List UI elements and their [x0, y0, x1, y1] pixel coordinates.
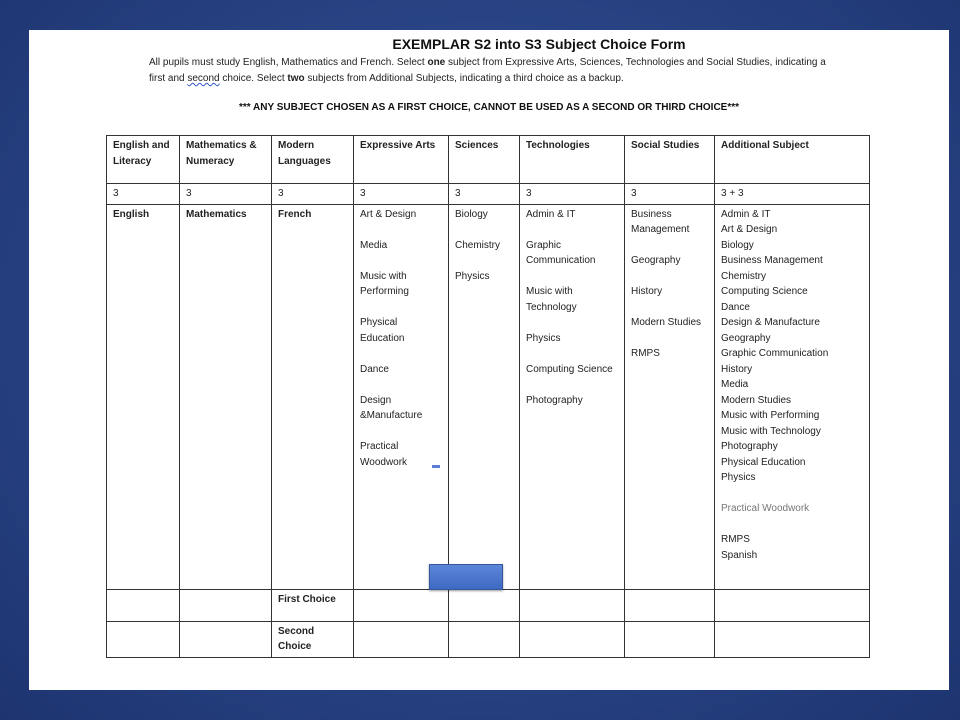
count-row	[107, 184, 870, 205]
second-choice-cell[interactable]	[107, 621, 180, 657]
subject-item: Design & Manufacture	[721, 317, 820, 328]
form-page	[29, 30, 949, 690]
first-choice-technologies[interactable]	[520, 589, 625, 621]
subjects-expressive	[354, 204, 449, 589]
subject-item: Admin & IT	[526, 208, 576, 220]
subject-item: Media	[360, 239, 388, 251]
subject-item: Art & Design	[721, 224, 778, 235]
subject-item: Music with Performing	[721, 410, 820, 421]
first-choice-cell[interactable]	[180, 589, 272, 621]
subject-item: Geography	[721, 332, 771, 344]
subject-item: Dance	[360, 363, 389, 375]
first-choice-sciences[interactable]	[449, 589, 520, 621]
editing-artifact	[432, 465, 440, 468]
second-choice-technologies[interactable]	[520, 621, 625, 657]
second-choice-additional[interactable]	[715, 621, 870, 657]
second-choice-cell[interactable]	[180, 621, 272, 657]
second-choice-label: Second Choice	[272, 621, 354, 657]
count-languages: 3	[272, 184, 354, 205]
second-choice-social[interactable]	[625, 621, 715, 657]
subject-item: Dance	[721, 301, 750, 313]
subject-item: History	[721, 363, 753, 375]
subject-item: French	[278, 208, 312, 220]
subject-item: Photography	[721, 441, 778, 452]
subject-item: Photography	[526, 394, 583, 406]
instructions: All pupils must study English, Mathematics and French. Select one subject from Expressive Arts, Sciences, Technologies and Social Studies, indicating a first and second choice. Select two subjects from Additional Subjects, indicating a third choice as a backup.	[149, 57, 826, 84]
subject-item: Spanish	[721, 549, 758, 561]
subject-item: Music with Performing	[360, 270, 409, 297]
subject-item: Modern Studies	[631, 317, 702, 328]
subjects-sciences	[449, 204, 520, 589]
subjects-technologies	[520, 204, 625, 589]
subject-item: Computing Science	[721, 286, 808, 297]
subject-item: Modern Studies	[721, 394, 792, 406]
first-choice-cell[interactable]	[107, 589, 180, 621]
blue-shape-button[interactable]	[429, 564, 503, 590]
subject-item: Physics	[455, 270, 490, 282]
header-row	[107, 136, 870, 184]
col-header-social: Social Studies	[625, 136, 715, 184]
subject-item: Music with Technology	[526, 286, 577, 313]
subject-item: Computing Science	[526, 363, 613, 375]
subject-item: Design &Manufacture	[360, 394, 423, 421]
col-header-maths: Mathematics & Numeracy	[180, 136, 272, 184]
col-header-technologies: Technologies	[520, 136, 625, 184]
subject-item: Mathematics	[186, 208, 247, 220]
subject-item: Practical Woodwork	[721, 503, 810, 514]
first-choice-additional[interactable]	[715, 589, 870, 621]
subjects-additional	[715, 204, 870, 589]
count-sciences: 3	[449, 184, 520, 205]
col-header-languages: Modern Languages	[272, 136, 354, 184]
subject-item: Biology	[721, 239, 754, 251]
count-english: 3	[107, 184, 180, 205]
subject-item: Physical Education	[360, 317, 405, 344]
subject-item: Media	[721, 379, 749, 390]
first-choice-label: First Choice	[272, 589, 354, 621]
page-title: EXEMPLAR S2 into S3 Subject Choice Form	[392, 36, 686, 52]
col-header-additional: Additional Subject	[715, 136, 870, 184]
subjects-maths	[180, 204, 272, 589]
second-choice-expressive[interactable]	[354, 621, 449, 657]
count-maths: 3	[180, 184, 272, 205]
subjects-languages	[272, 204, 354, 589]
subjects-row	[107, 204, 870, 589]
subject-item: Business Management	[631, 208, 690, 235]
subject-item: English	[113, 208, 150, 220]
subject-item: Business Management	[721, 255, 823, 266]
count-social: 3	[625, 184, 715, 205]
col-header-english: English and Literacy	[107, 136, 180, 184]
subject-item: Physics	[526, 332, 561, 344]
subject-item: Geography	[631, 255, 681, 266]
subject-gap	[721, 517, 863, 533]
subject-item: Graphic Communication	[526, 239, 596, 266]
subjects-social	[625, 204, 715, 589]
subject-item: Physical Education	[721, 456, 806, 468]
first-choice-row	[107, 589, 870, 621]
count-expressive: 3	[354, 184, 449, 205]
first-choice-expressive[interactable]	[354, 589, 449, 621]
first-choice-social[interactable]	[625, 589, 715, 621]
subject-item: Chemistry	[721, 270, 767, 282]
warning-text: *** ANY SUBJECT CHOSEN AS A FIRST CHOICE, CANNOT BE USED AS A SECOND OR THIRD CHOICE***	[238, 102, 740, 113]
second-choice-row	[107, 621, 870, 657]
subject-item: RMPS	[631, 348, 660, 359]
subject-item: Graphic Communication	[721, 348, 829, 359]
subject-item: Chemistry	[455, 239, 501, 251]
subject-item: Biology	[455, 208, 488, 220]
subject-item: Physics	[721, 472, 756, 483]
subject-item: RMPS	[721, 534, 750, 545]
count-additional: 3 + 3	[715, 184, 870, 205]
subject-item: Practical Woodwork	[360, 441, 408, 468]
second-choice-sciences[interactable]	[449, 621, 520, 657]
subjects-english	[107, 204, 180, 589]
col-header-expressive: Expressive Arts	[354, 136, 449, 184]
subject-item: Music with Technology	[721, 425, 821, 437]
subject-item: Art & Design	[360, 208, 417, 220]
subject-item: Admin & IT	[721, 208, 771, 220]
subject-item: History	[631, 286, 663, 297]
count-technologies: 3	[520, 184, 625, 205]
col-header-sciences: Sciences	[449, 136, 520, 184]
subject-gap	[721, 486, 863, 502]
